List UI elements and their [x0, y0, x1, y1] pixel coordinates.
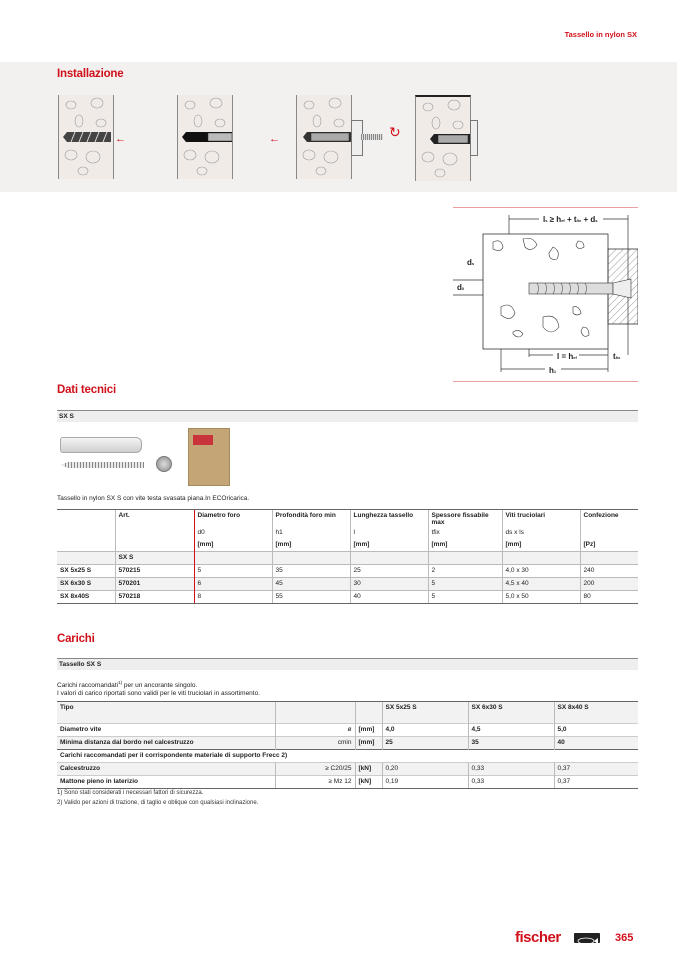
cell-value: 0,33	[468, 776, 554, 789]
divider	[453, 381, 638, 382]
screw-shank	[361, 134, 383, 140]
col-header-viti: Viti truciolari	[502, 510, 580, 528]
product-bar: SX S	[57, 410, 638, 422]
cell-value: 0,20	[382, 763, 468, 776]
cell-value: 35	[468, 737, 554, 750]
svg-text:ls ≥ hef + tfix + ds: ls ≥ hef + tfix + ds	[543, 215, 598, 224]
table-row	[57, 776, 638, 789]
cell-h1: 55	[272, 591, 350, 604]
cell-art: 570218	[115, 591, 194, 604]
screw-image	[62, 462, 144, 468]
unit: [mm]	[194, 539, 272, 552]
col-header: SX 8x40 S	[554, 702, 638, 724]
row-label: Mattone pieno in laterizio	[57, 776, 275, 789]
installation-title: Installazione	[57, 68, 124, 80]
svg-text:h1: h1	[549, 366, 557, 375]
cell-l: 25	[350, 565, 428, 578]
setting-dimensions-diagram	[453, 207, 638, 382]
cell-value: 0,37	[554, 776, 638, 789]
cell-tfix: 2	[428, 565, 502, 578]
nylon-plug-image	[60, 437, 142, 453]
cell-art: 570215	[115, 565, 194, 578]
unit: [mm]	[350, 539, 428, 552]
screw-head-image	[156, 456, 172, 472]
svg-text:d0: d0	[457, 283, 465, 292]
col-header-confezione: Confezione	[580, 510, 638, 528]
table-row	[57, 565, 638, 578]
unit: [mm]	[502, 539, 580, 552]
loads-table	[57, 701, 638, 789]
unit: [Pz]	[580, 539, 638, 552]
cell-l: 30	[350, 578, 428, 591]
cell-value: 0,33	[468, 763, 554, 776]
col-header-lunghezza: Lunghezza tassello	[350, 510, 428, 528]
cell-value: 4,0	[382, 724, 468, 737]
symbol: l	[350, 527, 428, 539]
row-unit: [mm]	[355, 737, 382, 750]
row-symbol: ≥ C20/25	[275, 763, 355, 776]
cell-value: 5,0	[554, 724, 638, 737]
cell-l: 40	[350, 591, 428, 604]
cell-value: 4,5	[468, 724, 554, 737]
fixture-plate	[470, 120, 478, 156]
row-symbol: cmin	[275, 737, 355, 750]
cell-screw: 4,0 x 30	[502, 565, 580, 578]
col-header: SX 6x30 S	[468, 702, 554, 724]
cell-type: SX 6x30 S	[57, 578, 115, 591]
cell-art: 570201	[115, 578, 194, 591]
cell-pack: 240	[580, 565, 638, 578]
loads-intro-2: I valori di carico riportati sono validi per le viti truciolari in assortimento.	[57, 690, 261, 697]
col-header: SX 5x25 S	[382, 702, 468, 724]
table-row	[57, 724, 638, 737]
fish-logo-icon	[574, 933, 600, 943]
row-unit: [mm]	[355, 724, 382, 737]
section-label: Carichi raccomandati per il corrispondente materiale di supporto Frecc 2)	[57, 750, 638, 763]
cell-value: 40	[554, 737, 638, 750]
running-title: Tassello in nylon SX	[564, 30, 637, 39]
arrow-left-icon: ←	[269, 133, 280, 145]
cell-value: 0,19	[382, 776, 468, 789]
col-header-diametro: Diametro foro	[194, 510, 272, 528]
col-header-art: Art.	[115, 510, 194, 528]
svg-text:ds: ds	[467, 258, 475, 267]
svg-text:tfix: tfix	[613, 352, 621, 361]
table-row	[57, 578, 638, 591]
col-header-profondita: Profondità foro min	[272, 510, 350, 528]
row-label: Diametro vite	[57, 724, 275, 737]
row-unit: [kN]	[355, 763, 382, 776]
row-symbol: ø	[275, 724, 355, 737]
table-section-row	[57, 750, 638, 763]
row-label: Calcestruzzo	[57, 763, 275, 776]
insert-anchor-icon	[177, 95, 233, 179]
cell-d0: 6	[194, 578, 272, 591]
cell-d0: 8	[194, 591, 272, 604]
cell-h1: 45	[272, 578, 350, 591]
footnote-1: 1) Sono stati considerati i necessari fattori di sicurezza.	[57, 790, 204, 796]
row-unit: [kN]	[355, 776, 382, 789]
loads-intro-1	[57, 680, 197, 689]
cell-screw: 5,0 x 50	[502, 591, 580, 604]
row-label: Minima distanza dal bordo nel calcestruzzo	[57, 737, 275, 750]
col-header-spessore: Spessore fissabile max	[428, 510, 502, 528]
cell-tfix: 5	[428, 591, 502, 604]
symbol: d0	[194, 527, 272, 539]
cell-pack: 80	[580, 591, 638, 604]
table-row	[57, 591, 638, 604]
group-label: SX S	[115, 552, 194, 565]
cell-pack: 200	[580, 578, 638, 591]
product-caption: Tassello in nylon SX S con vite testa svasata piana.In ECOricarica.	[57, 495, 250, 502]
table-row	[57, 737, 638, 750]
technical-data-title: Dati tecnici	[57, 384, 116, 396]
symbol: h1	[272, 527, 350, 539]
col-header-tipo: Tipo	[57, 702, 275, 724]
intro-text: Carichi raccomandati	[57, 682, 119, 690]
footnote-ref: 1)	[118, 680, 123, 685]
cell-value: 25	[382, 737, 468, 750]
screw-in-icon	[296, 95, 352, 179]
svg-text:l = hef: l = hef	[557, 352, 577, 361]
technical-data-table	[57, 509, 638, 604]
loads-title: Carichi	[57, 633, 95, 645]
symbol: tfix	[428, 527, 502, 539]
unit: [mm]	[428, 539, 502, 552]
col-header	[57, 510, 115, 528]
intro-text: per un ancorante singolo.	[122, 682, 198, 690]
arrow-left-icon: ←	[115, 133, 126, 145]
cell-h1: 35	[272, 565, 350, 578]
loads-bar: Tassello SX S	[57, 658, 638, 670]
unit: [mm]	[272, 539, 350, 552]
table-row	[57, 763, 638, 776]
cell-type: SX 5x25 S	[57, 565, 115, 578]
brand-logo-text: fischer	[515, 929, 561, 946]
drill-hole-icon	[58, 95, 114, 179]
cell-value: 0,37	[554, 763, 638, 776]
rotate-icon: ↻	[389, 124, 401, 140]
page-number: 365	[615, 932, 634, 944]
package-box-image	[188, 428, 230, 486]
cell-screw: 4,5 x 40	[502, 578, 580, 591]
row-symbol: ≥ Mz 12	[275, 776, 355, 789]
installed-anchor-icon	[415, 95, 471, 181]
symbol: ds x ls	[502, 527, 580, 539]
cell-d0: 5	[194, 565, 272, 578]
footnote-2: 2) Valido per azioni di trazione, di taglio e oblique con qualsiasi inclinazione.	[57, 800, 259, 806]
cell-type: SX 8x40S	[57, 591, 115, 604]
cell-tfix: 5	[428, 578, 502, 591]
